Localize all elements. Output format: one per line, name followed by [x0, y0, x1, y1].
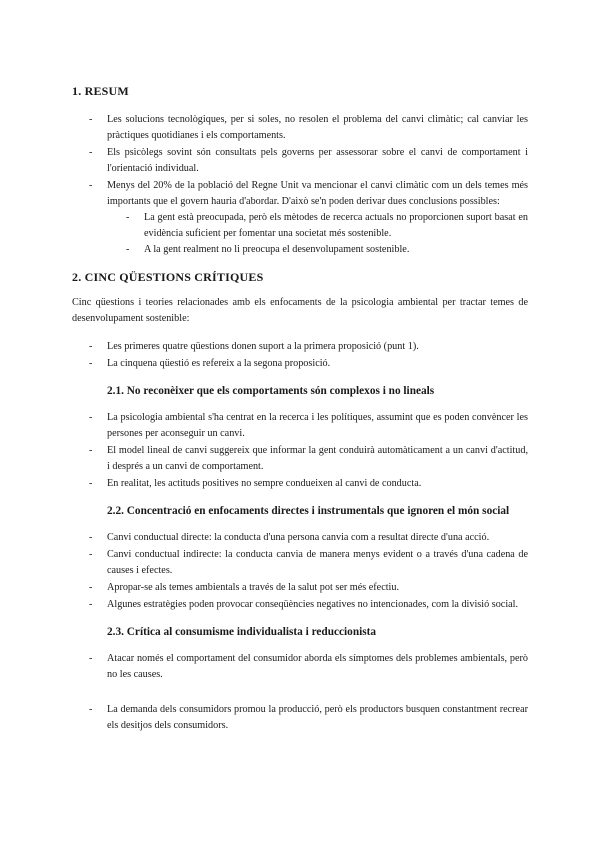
subsection-2-3-bullet-list-continued — [72, 702, 528, 734]
section-1-bullet-list — [72, 112, 528, 258]
list-item: - En realitat, les actituds positives no sempre condueixen al canvi de conducta. — [72, 476, 528, 492]
subsection-2-3-heading: 2.3. Crítica al consumisme individualista i reduccionista — [107, 626, 377, 638]
list-item: - La demanda dels consumidors promou la producció, però els productors busquen constantment recrear els desitjos dels consumidors. — [72, 702, 528, 734]
list-item: - Les primeres quatre qüestions donen suport a la primera proposició (punt 1). — [72, 339, 528, 355]
list-item: - Els psicòlegs sovint són consultats pels governs per assessorar sobre el canvi de comportament i l'orientació individual. — [72, 145, 528, 177]
list-item-text: Menys del 20% de la població del Regne Unit va mencionar el canvi climàtic com un dels temes més importants que el govern hauria d'abordar. D'això se'n poden derivar dues conclusions possibles: — [107, 180, 528, 207]
subsection-2-1-bullet-list — [72, 410, 528, 492]
list-item: - Canvi conductual directe: la conducta d'una persona canvia com a resultat directe d'una acció. — [72, 530, 528, 546]
list-item: - Apropar-se als temes ambientals a través de la salut pot ser més efectiu. — [72, 580, 528, 596]
list-item — [72, 178, 528, 258]
list-item: - Les solucions tecnològiques, per si soles, no resolen el problema del canvi climàtic; cal canviar les pràctiques quotidianes i els comportaments. — [72, 112, 528, 144]
list-item: - El model lineal de canvi suggereix que informar la gent conduirà automàticament a un canvi d'actitud, i després a un canvi de comportament. — [72, 443, 528, 475]
section-2-heading: 2. CINC QÜESTIONS CRÍTIQUES — [72, 270, 264, 284]
list-item: - Algunes estratègies poden provocar conseqüències negatives no intencionades, com la divisió social. — [72, 597, 528, 613]
subsection-2-2-bullet-list — [72, 530, 528, 613]
nested-list-item: - La gent està preocupada, però els mètodes de recerca actuals no proporcionen suport basat en evidència suficient per fomentar una societat més sostenible. — [107, 210, 528, 242]
section-2-intro: Cinc qüestions i teories relacionades amb els enfocaments de la psicologia ambiental per tractar temes de desenvolupament sostenible: — [72, 297, 528, 324]
list-item: - Atacar només el comportament del consumidor aborda els símptomes dels problemes ambientals, però no les causes. — [72, 651, 528, 683]
nested-list-item: - A la gent realment no li preocupa el desenvolupament sostenible. — [107, 242, 528, 258]
nested-bullet-list — [107, 210, 528, 258]
list-item: - La psicologia ambiental s'ha centrat en la recerca i les polítiques, assumint que es poden convèncer les persones per aconseguir un canvi. — [72, 410, 528, 442]
subsection-2-1-heading: 2.1. No reconèixer que els comportaments són complexos i no lineals — [107, 385, 435, 397]
subsection-2-2-heading: 2.2. Concentració en enfocaments directes i instrumentals que ignoren el món social — [107, 505, 510, 517]
section-1-heading: 1. RESUM — [72, 84, 129, 98]
section-2-bullet-list — [72, 339, 528, 372]
list-item: - La cinquena qüestió es refereix a la segona proposició. — [72, 356, 528, 372]
subsection-2-3-bullet-list — [72, 651, 528, 683]
list-item: - Canvi conductual indirecte: la conducta canvia de manera menys evident o a través d'una cadena de causes i efectes. — [72, 547, 528, 579]
